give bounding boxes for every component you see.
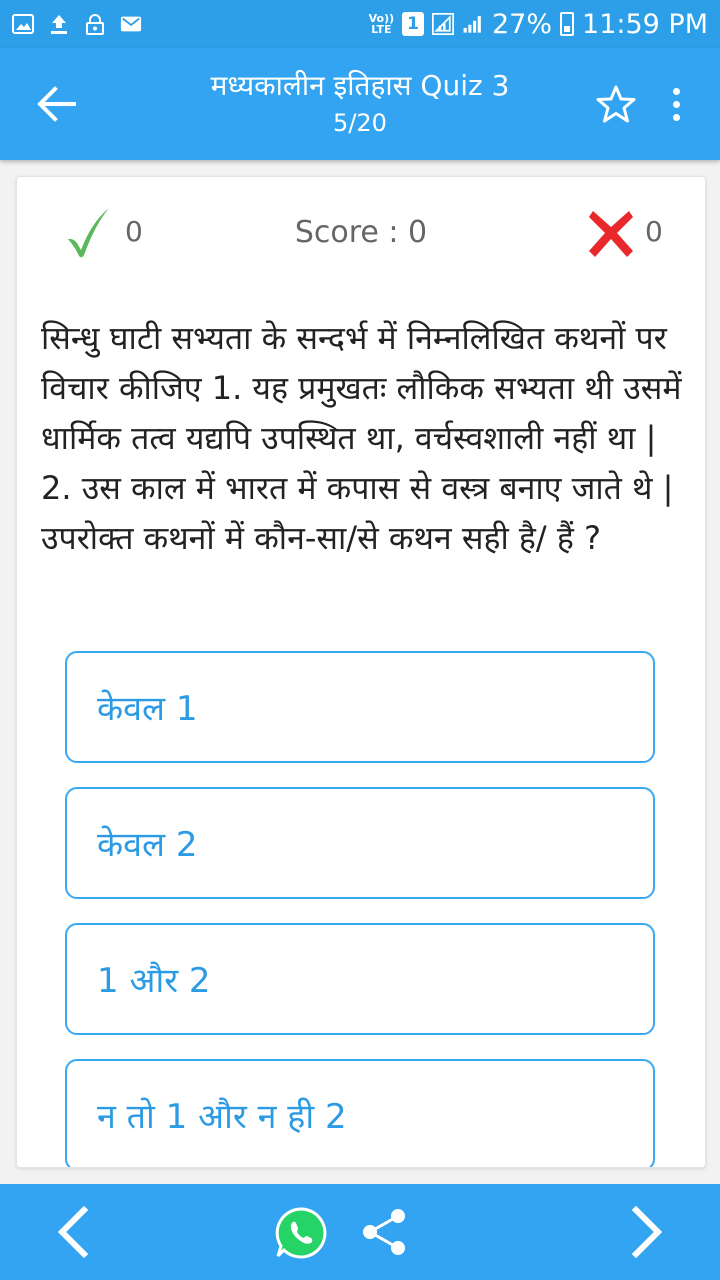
share-icon [360, 1206, 410, 1258]
share-button[interactable] [360, 1206, 410, 1258]
upload-notification-icon [48, 13, 70, 35]
question-card [16, 176, 706, 1168]
score-label: Score : 0 [294, 215, 428, 250]
option-label: 1 और 2 [97, 961, 211, 1001]
option-4[interactable] [65, 1059, 655, 1168]
star-outline-icon [596, 84, 636, 124]
volte-indicator [369, 13, 395, 35]
option-1[interactable] [65, 651, 655, 763]
option-2[interactable] [65, 787, 655, 899]
back-button[interactable] [30, 80, 82, 128]
question-text: सिन्धु घाटी सभ्यता के सन्दर्भ में निम्नलिखित कथनों पर विचार कीजिए 1. यह प्रमुखतः लौकिक सभ्यता थी उसमें धार्मिक तत्व यद्यपि उपस्थित था, वर्चस्वशाली नहीं था | 2. उस काल में भारत में कपास से वस्त्र बनाए जाते थे | उपरोक्त कथनों में कौन-सा/से कथन सही है/ हैं ? [41, 319, 682, 557]
quiz-progress: 5/20 [333, 109, 387, 137]
gallery-notification-icon [12, 13, 34, 35]
more-vertical-icon [673, 88, 680, 95]
sim-badge: 1 [402, 12, 424, 36]
chevron-left-icon [54, 1206, 90, 1258]
favorite-button[interactable] [592, 80, 640, 128]
wrong-count: 0 [645, 215, 663, 248]
status-notifications [12, 13, 142, 35]
correct-count: 0 [125, 215, 143, 248]
lock-notification-icon [84, 13, 106, 35]
volte-top: Vo)) [368, 12, 395, 25]
previous-question-button[interactable] [44, 1204, 100, 1260]
battery-charging-icon [560, 12, 574, 36]
volte-bottom: LTE [371, 23, 392, 36]
bottom-bar [0, 1184, 720, 1280]
app-bar [0, 48, 720, 160]
signal-sim1-icon [432, 13, 454, 35]
option-label: केवल 2 [97, 825, 198, 865]
mail-notification-icon [120, 13, 142, 35]
option-label: केवल 1 [97, 689, 198, 729]
whatsapp-share-button[interactable] [274, 1206, 328, 1260]
chevron-right-icon [630, 1206, 666, 1258]
arrow-left-icon [36, 86, 76, 122]
next-question-button[interactable] [620, 1204, 676, 1260]
status-system [369, 9, 708, 40]
signal-strength-icon [462, 13, 484, 35]
more-vertical-icon-dot [673, 114, 680, 121]
cross-icon [587, 207, 635, 259]
more-vertical-icon-dot [673, 101, 680, 108]
clock: 11:59 PM [582, 8, 708, 40]
page-title: मध्यकालीन इतिहास Quiz 3 [210, 69, 510, 102]
status-bar [0, 0, 720, 48]
option-label: न तो 1 और न ही 2 [97, 1097, 347, 1137]
battery-percent: 27% [492, 8, 553, 40]
option-3[interactable] [65, 923, 655, 1035]
title-block [120, 66, 600, 140]
more-options-button[interactable] [656, 80, 696, 128]
score-row [17, 197, 705, 269]
whatsapp-icon [274, 1206, 328, 1260]
